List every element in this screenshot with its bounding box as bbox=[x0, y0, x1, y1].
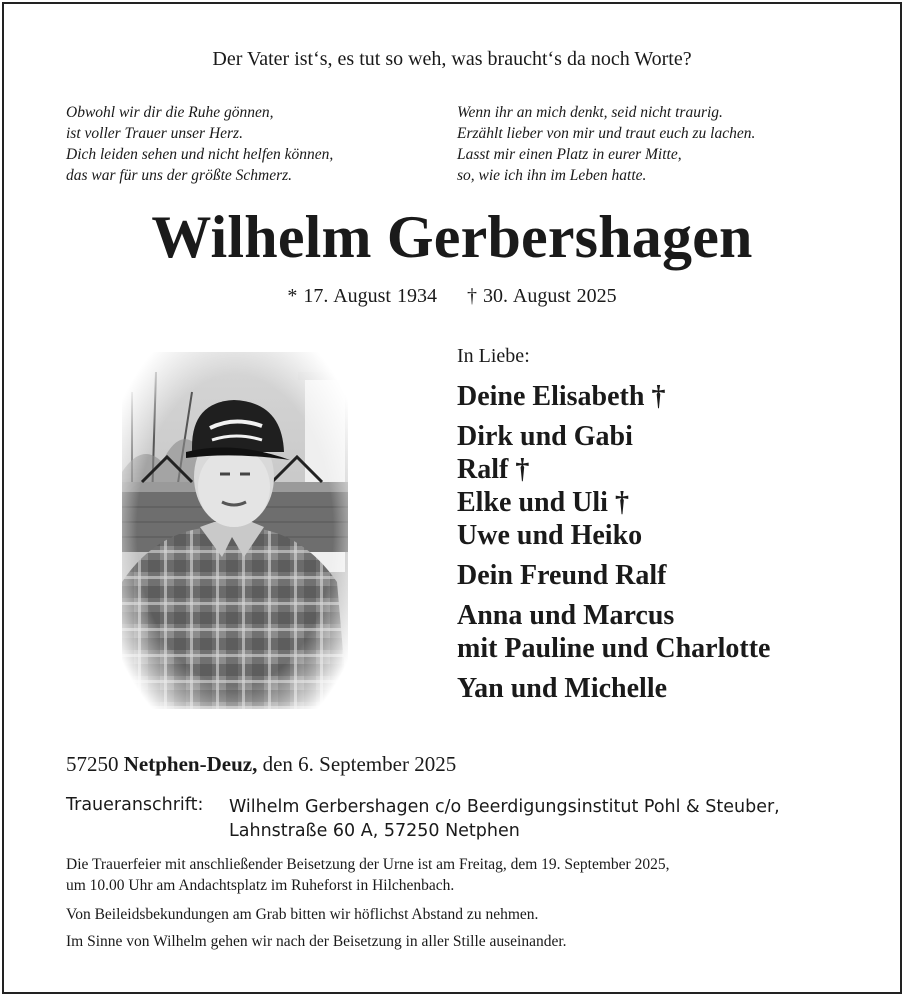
poem-line: Obwohl wir dir die Ruhe gönnen, bbox=[66, 104, 274, 121]
mourner-line: Uwe und Heiko bbox=[457, 520, 643, 551]
mourning-address bbox=[229, 795, 780, 843]
portrait-photo bbox=[122, 352, 348, 709]
note-line: Die Trauerfeier mit anschließender Beisetzung der Urne ist am Freitag, dem 19. September 2025, bbox=[66, 856, 670, 873]
mourner-line: Deine Elisabeth † bbox=[457, 381, 666, 412]
mourner-group bbox=[457, 559, 770, 592]
poem-line: Lasst mir einen Platz in eurer Mitte, bbox=[457, 146, 682, 163]
mourners-list bbox=[457, 380, 770, 712]
poem-line: Erzählt lieber von mir und traut euch zu lachen. bbox=[457, 125, 756, 142]
poem-line: Dich leiden sehen und nicht helfen können, bbox=[66, 146, 334, 163]
death-date: † 30. August 2025 bbox=[467, 285, 617, 307]
ceremony-note bbox=[66, 854, 669, 896]
poem-line: so, wie ich ihn im Leben hatte. bbox=[457, 167, 647, 184]
mourner-group bbox=[457, 380, 770, 413]
mourner-line: Elke und Uli † bbox=[457, 487, 629, 518]
poem-left bbox=[66, 102, 333, 186]
poem-line: ist voller Trauer unser Herz. bbox=[66, 125, 243, 142]
poem-line: das war für uns der größte Schmerz. bbox=[66, 167, 293, 184]
note-line: um 10.00 Uhr am Andachtsplatz im Ruheforst in Hilchenbach. bbox=[66, 877, 455, 894]
address-line: Lahnstraße 60 A, 57250 Netphen bbox=[229, 821, 520, 841]
poem-right bbox=[457, 102, 755, 186]
motto: Der Vater ist‘s, es tut so weh, was braucht‘s da noch Worte? bbox=[212, 48, 692, 70]
mourner-group bbox=[457, 672, 770, 705]
mourner-group bbox=[457, 420, 770, 552]
place-date-text: den 6. September 2025 bbox=[262, 752, 457, 776]
life-dates bbox=[0, 285, 904, 308]
condolence-note: Von Beileidsbekundungen am Grab bitten wir höflichst Abstand zu nehmen. bbox=[66, 906, 539, 923]
deceased-name: Wilhelm Gerbershagen bbox=[151, 204, 753, 270]
farewell-note: Im Sinne von Wilhelm gehen wir nach der Beisetzung in aller Stille auseinander. bbox=[66, 933, 567, 950]
address-line: Wilhelm Gerbershagen c/o Beerdigungsinstitut Pohl & Steuber, bbox=[229, 797, 780, 817]
birth-date: * 17. August 1934 bbox=[287, 285, 437, 307]
mourner-line: Dirk und Gabi bbox=[457, 421, 633, 452]
in-love-label: In Liebe: bbox=[457, 345, 530, 367]
poem-line: Wenn ihr an mich denkt, seid nicht traurig. bbox=[457, 104, 723, 121]
mourner-line: Ralf † bbox=[457, 454, 530, 485]
mourner-group bbox=[457, 599, 770, 665]
mourner-line: Yan und Michelle bbox=[457, 673, 668, 704]
address-label: Traueranschrift: bbox=[66, 795, 204, 815]
place-zip: 57250 bbox=[66, 752, 119, 776]
mourner-line: Dein Freund Ralf bbox=[457, 560, 667, 591]
place-town: Netphen-Deuz, bbox=[123, 752, 258, 776]
mourner-line: mit Pauline und Charlotte bbox=[457, 633, 771, 664]
mourner-line: Anna und Marcus bbox=[457, 600, 675, 631]
place-date bbox=[66, 752, 456, 777]
